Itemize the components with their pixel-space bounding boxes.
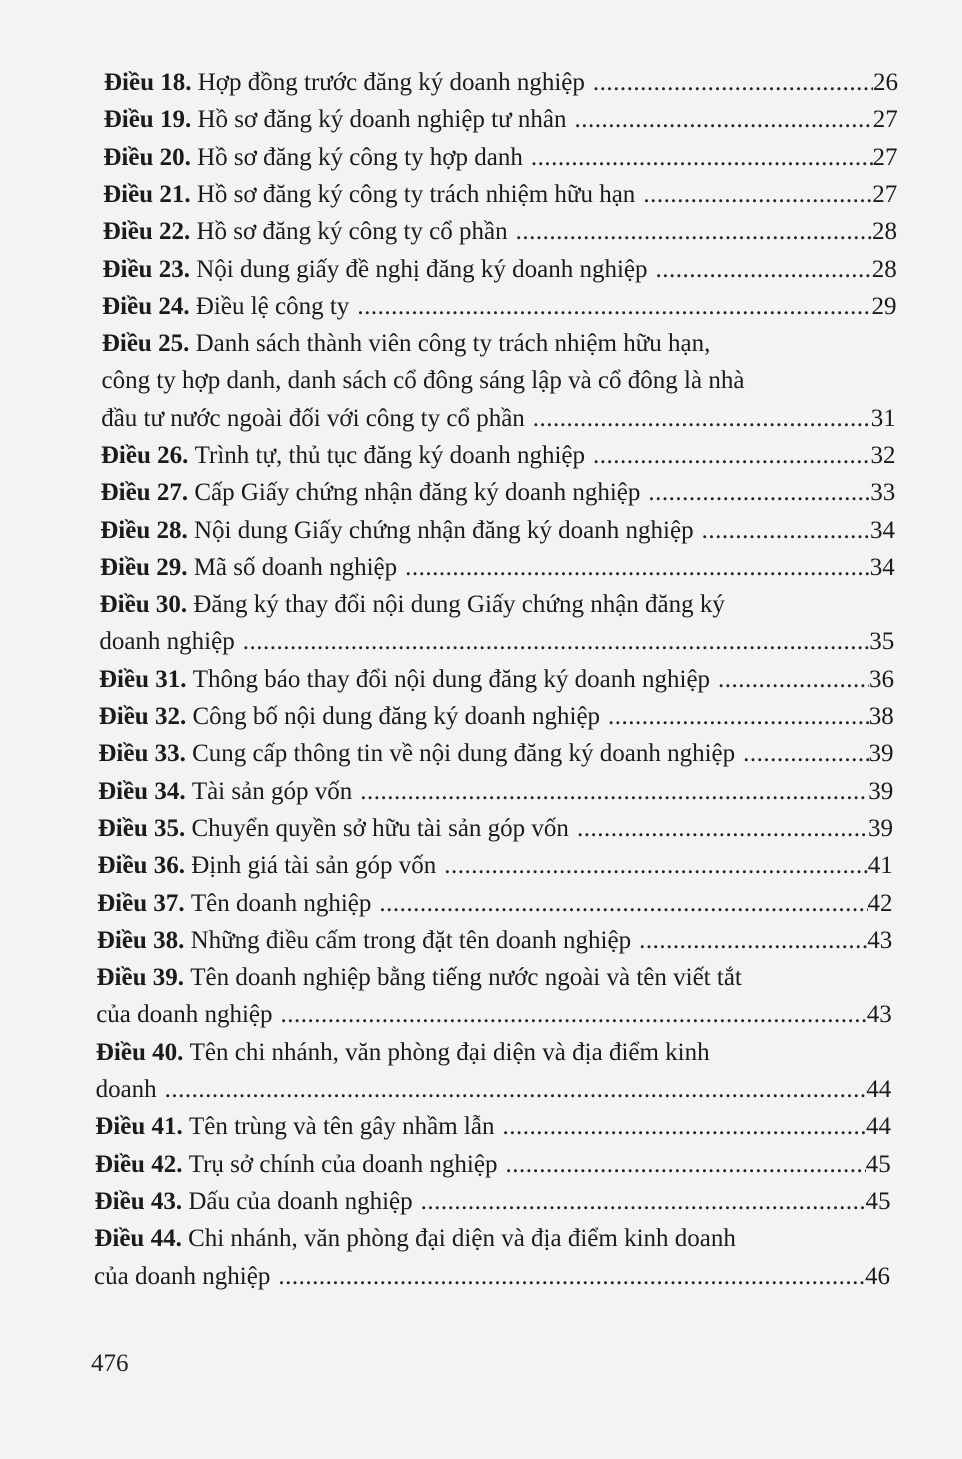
dot-leader <box>444 849 867 883</box>
toc-page-number: 44 <box>866 1076 892 1104</box>
article-number: Điều 19. <box>103 106 192 134</box>
dot-leader <box>718 663 869 697</box>
dot-leader <box>421 1185 866 1219</box>
dot-leader <box>379 887 867 921</box>
toc-entry-line <box>0 775 893 812</box>
toc-entry <box>0 1036 962 1111</box>
dot-leader <box>743 737 868 771</box>
toc-entry <box>0 663 962 700</box>
article-title: Danh sách thành viên công ty trách nhiệm hữu hạn, <box>195 330 711 358</box>
article-number: Điều 32. <box>98 703 187 731</box>
toc-entry <box>0 514 962 551</box>
article-title: Hồ sơ đăng ký công ty trách nhiệm hữu hạn <box>196 180 636 208</box>
toc-page-number: 44 <box>866 1113 891 1141</box>
toc-entry-line <box>0 178 897 215</box>
dot-leader <box>505 1148 865 1182</box>
article-number: Điều 25. <box>101 330 190 358</box>
dot-leader <box>533 402 871 436</box>
toc-entry <box>0 178 962 215</box>
article-title: của doanh nghiệp <box>94 1262 271 1290</box>
toc-entry <box>0 1110 962 1147</box>
article-title: Cung cấp thông tin về nội dung đăng ký doanh nghiệp <box>192 740 736 768</box>
toc-entry-line <box>0 1148 891 1185</box>
dot-leader <box>360 775 868 809</box>
article-title: Thông báo thay đổi nội dung đăng ký doanh nghiệp <box>192 665 711 693</box>
toc-entry-line <box>0 439 896 476</box>
article-number: Điều 38. <box>96 926 185 954</box>
toc-page-number: 35 <box>869 628 895 656</box>
article-title: Nội dung Giấy chứng nhận đăng ký doanh nghiệp <box>194 516 694 544</box>
article-title: đầu tư nước ngoài đối với công ty cổ phần <box>101 404 525 432</box>
toc-page-number: 38 <box>868 703 894 731</box>
dot-leader <box>593 439 870 473</box>
toc-entry <box>0 737 962 774</box>
toc-page-number: 45 <box>865 1150 891 1178</box>
article-title: doanh <box>95 1076 157 1104</box>
toc-entry-line <box>0 66 898 103</box>
toc-page-number: 28 <box>871 255 897 283</box>
toc-page-number: 33 <box>870 479 896 507</box>
dot-leader <box>502 1110 866 1144</box>
article-number: Điều 40. <box>95 1038 184 1066</box>
dot-leader <box>577 812 868 846</box>
toc-page-number: 39 <box>868 777 894 805</box>
toc-page-number: 34 <box>870 516 895 544</box>
toc-page-number: 28 <box>872 218 897 246</box>
toc-entry <box>0 141 962 178</box>
toc-entry <box>0 887 962 924</box>
article-title: Chuyển quyền sở hữu tài sản góp vốn <box>191 815 569 842</box>
article-title: Định giá tài sản góp vốn <box>191 852 437 880</box>
article-number: Điều 27. <box>100 479 189 507</box>
article-number: Điều 20. <box>103 143 191 171</box>
toc-page-number: 45 <box>865 1188 891 1215</box>
article-number: Điều 43. <box>94 1188 183 1215</box>
article-number: Điều 26. <box>100 442 189 469</box>
toc-page-number: 27 <box>872 106 898 134</box>
article-title: doanh nghiệp <box>99 628 235 656</box>
article-title: Hồ sơ đăng ký doanh nghiệp tư nhân <box>197 106 567 134</box>
toc-entry-line <box>0 1260 890 1297</box>
article-title: Trụ sở chính của doanh nghiệp <box>188 1150 498 1178</box>
toc-entry-line <box>0 290 897 327</box>
toc-entry-line <box>0 998 892 1035</box>
article-title: Chi nhánh, văn phòng đại diện và địa điểm kinh doanh <box>188 1225 736 1253</box>
article-number: Điều 23. <box>102 255 190 283</box>
dot-leader <box>357 290 871 324</box>
toc-page-number: 29 <box>871 292 897 320</box>
toc-entry <box>0 1185 962 1222</box>
toc-entry <box>0 439 962 476</box>
article-title: của doanh nghiệp <box>96 1001 273 1029</box>
toc-entry <box>0 327 962 439</box>
toc-entry-line <box>0 737 894 774</box>
toc-entry-line <box>0 663 894 700</box>
toc-entry-line <box>0 812 893 849</box>
toc-page-number: 34 <box>869 553 895 581</box>
toc-entry-line <box>0 514 895 551</box>
article-title: Tên doanh nghiệp <box>190 889 372 917</box>
toc-entry-line <box>0 625 894 662</box>
article-title: Tên doanh nghiệp bằng tiếng nước ngoài và tên viết tắt <box>190 964 742 992</box>
article-title: Cấp Giấy chứng nhận đăng ký doanh nghiệp <box>194 479 641 507</box>
article-number: Điều 31. <box>99 665 187 693</box>
toc-entry <box>0 924 962 961</box>
article-number: Điều 41. <box>95 1113 183 1141</box>
article-title: Tên chi nhánh, văn phòng đại diện và địa điểm kinh <box>189 1038 710 1066</box>
toc-entry-line <box>0 849 893 886</box>
toc-page-number: 42 <box>867 889 893 917</box>
toc-entry-line <box>0 1110 891 1147</box>
toc-entry <box>0 961 962 1036</box>
toc-entry-line <box>0 476 895 513</box>
toc-page-number: 36 <box>869 665 894 693</box>
toc-entry-line <box>0 887 893 924</box>
dot-leader <box>643 178 872 212</box>
toc-entry <box>0 103 962 140</box>
toc-page-number: 32 <box>870 442 896 469</box>
article-title: Đăng ký thay đổi nội dung Giấy chứng nhận đăng ký <box>193 591 725 619</box>
dot-leader <box>702 514 870 548</box>
toc-entry <box>0 290 962 327</box>
article-number: Điều 21. <box>103 180 191 208</box>
dot-leader <box>531 141 873 175</box>
toc-page-number: 39 <box>868 815 893 842</box>
article-number: Điều 35. <box>97 815 186 842</box>
article-number: Điều 18. <box>104 69 192 96</box>
toc-entry-line <box>0 103 898 140</box>
article-number: Điều 24. <box>102 292 190 320</box>
article-title: Hồ sơ đăng ký công ty hợp danh <box>197 143 523 171</box>
toc-page-number: 46 <box>865 1262 890 1290</box>
dot-leader <box>608 700 869 734</box>
article-number: Điều 29. <box>99 553 188 581</box>
toc-entry <box>0 1148 962 1185</box>
article-title: Công bố nội dung đăng ký doanh nghiệp <box>192 703 601 731</box>
toc-entry-line <box>0 1073 891 1110</box>
dot-leader <box>243 625 870 659</box>
toc-entry-line <box>0 215 897 252</box>
dot-leader <box>648 476 870 510</box>
article-title: Hợp đồng trước đăng ký doanh nghiệp <box>197 69 585 96</box>
toc-entry <box>0 551 962 588</box>
toc-entry <box>0 588 962 663</box>
article-title: Những điều cấm trong đặt tên doanh nghiệp <box>190 926 632 954</box>
dot-leader <box>405 551 870 585</box>
toc-entry <box>0 812 962 849</box>
article-title: công ty hợp danh, danh sách cổ đông sáng lập và cổ đông là nhà <box>101 367 745 395</box>
article-title: Hồ sơ đăng ký công ty cổ phần <box>196 218 508 246</box>
toc-entry <box>0 215 962 252</box>
dot-leader <box>575 103 873 137</box>
toc-entry <box>0 1222 962 1297</box>
toc-page-number: 43 <box>867 926 893 954</box>
article-number: Điều 39. <box>96 964 184 992</box>
toc-entry <box>0 253 962 290</box>
dot-leader <box>593 66 873 100</box>
toc-entry <box>0 849 962 886</box>
article-number: Điều 22. <box>102 218 191 246</box>
dot-leader <box>165 1073 867 1107</box>
page-number: 476 <box>91 1350 129 1377</box>
dot-leader <box>281 998 867 1032</box>
toc-entry-line <box>0 1222 962 1259</box>
toc-page-number: 39 <box>868 740 894 768</box>
toc-entry <box>0 775 962 812</box>
article-title: Nội dung giấy đề nghị đăng ký doanh nghiệp <box>196 255 648 283</box>
toc-page-number: 31 <box>870 404 896 432</box>
toc-page-number: 27 <box>872 143 898 171</box>
toc-entry-line <box>0 364 962 401</box>
article-number: Điều 37. <box>97 889 185 917</box>
article-title: Điều lệ công ty <box>195 292 350 320</box>
toc-entry <box>0 476 962 513</box>
toc-entry-line <box>0 1185 891 1222</box>
toc-page-number: 27 <box>872 180 898 208</box>
article-title: Trình tự, thủ tục đăng ký doanh nghiệp <box>194 442 586 469</box>
toc-entry-line <box>0 551 895 588</box>
toc-entry-line <box>0 402 896 439</box>
toc-entry <box>0 700 962 737</box>
toc-entry-line <box>0 924 892 961</box>
toc-entry-line <box>0 253 897 290</box>
article-title: Tài sản góp vốn <box>191 777 353 805</box>
article-title: Mã số doanh nghiệp <box>193 553 398 581</box>
dot-leader <box>278 1260 865 1294</box>
article-number: Điều 36. <box>97 852 185 880</box>
article-number: Điều 34. <box>98 777 186 805</box>
toc-entry-line <box>0 327 962 364</box>
article-number: Điều 30. <box>99 591 188 619</box>
toc-page-number: 41 <box>867 852 893 880</box>
toc-entry-line <box>0 961 962 998</box>
article-number: Điều 28. <box>100 516 188 544</box>
toc-entry-line <box>0 141 898 178</box>
toc-entry-line <box>0 588 962 625</box>
article-number: Điều 33. <box>98 740 186 768</box>
article-title: Dấu của doanh nghiệp <box>188 1188 413 1215</box>
article-title: Tên trùng và tên gây nhầm lẫn <box>189 1113 495 1141</box>
dot-leader <box>516 215 872 249</box>
dot-leader <box>639 924 867 958</box>
toc-entry-line <box>0 1036 962 1073</box>
article-number: Điều 44. <box>94 1225 182 1253</box>
toc-page-number: 43 <box>866 1001 892 1029</box>
article-number: Điều 42. <box>94 1150 183 1178</box>
toc-entry-line <box>0 700 894 737</box>
toc-entry <box>0 66 962 103</box>
toc-page-number: 26 <box>873 69 898 96</box>
dot-leader <box>656 253 872 287</box>
